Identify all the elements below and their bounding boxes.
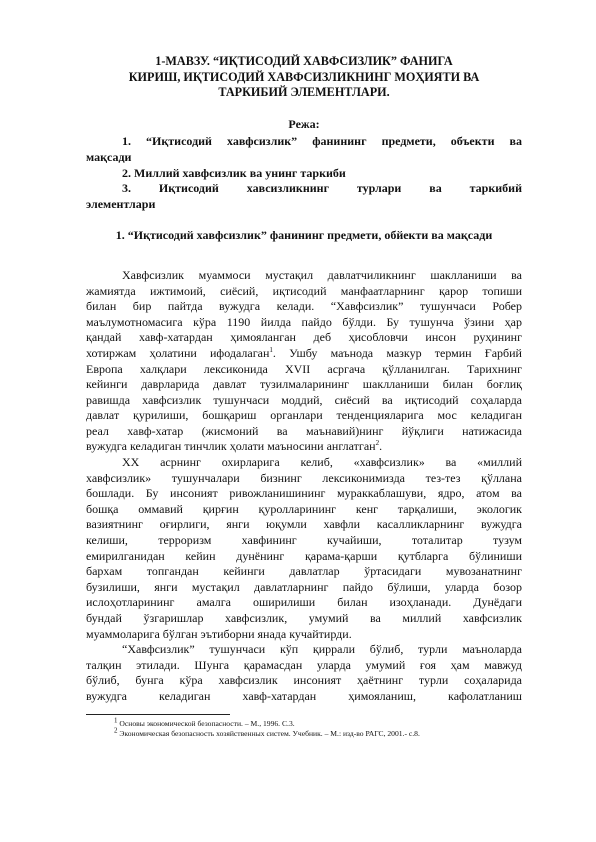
paragraph-line: бўлиб, бунга кўра хавфсизлик инсоният ҳаётнинг турли соҳаларида [86,673,522,688]
lecture-title [86,54,522,101]
plan-item-line: 3. Иқтисодий хавсизликнинг турлари ва таркибий [122,181,522,196]
paragraph-text: хотиржам ҳолатини ифодалаган [86,345,270,360]
paragraph-line: бундай ўзгаришлар хавфсизлик, умумий ва миллий хавфсизлик [86,611,522,625]
footnote-mark: 1 [114,716,118,725]
plan-list [86,134,522,212]
plan-item-2 [86,166,522,182]
paragraph-line: вазиятнинг оғирлиги, янги юқумли хавфли касалликларнинг вужудга [86,517,522,532]
body-paragraph-3 [86,642,522,704]
paragraph-line: бошқа оммавий қирғин қуролларининг кенг тарқалиши, экологик [86,501,522,516]
body-paragraph-2 [86,455,522,642]
paragraph-line: муаммоларига бўлган эътиборни янада кучайтирди. [86,626,352,641]
paragraph-line: келиши, терроризм хавфининг кучайиши, тоталитар тузум [86,533,522,548]
paragraph-line: билан бир пайтда вужудга келади. “Хавфсизлик” тушунчаси Робер [86,299,522,314]
paragraph-line: емирилганидан кейин дунёнинг қарама-қарши қутбларга бўлиниши [86,548,522,563]
paragraph-text: . [379,439,383,454]
footnote-ref-1: 1 [269,345,273,354]
paragraph-line: равишда хавфсизлик тушунчаси моддий, сиёсий ва иқтисодий соҳаларда [86,392,522,407]
title-line: ТАРКИБИЙ ЭЛЕМЕНТЛАРИ. [218,85,390,100]
footnote-text: Основы экономической безопасности. – М., 1996. С.3. [119,718,295,728]
plan-item-line: мақсади [86,149,132,164]
plan-heading: Режа: [288,116,320,131]
paragraph-line-with-footnote [86,439,522,455]
section-heading: 1. “Иқтисодий хавфсизлик” фанининг предмети, обйекти ва мақсади [115,228,493,243]
paragraph-line-with-footnote [86,346,522,362]
plan-item-line: 1. “Иқтисодий хавфсизлик” фанининг предмети, объекти ва [122,134,522,149]
paragraph-line: бошлади. Бу инсоният ривожланишининг мураккаблашуви, ядро, атом ва [86,486,522,501]
footnote-2 [86,726,522,739]
footnote-separator [86,714,230,715]
paragraph-line: XX асрнинг охирларига келиб, «хавфсизлик» ва «миллий [122,455,522,470]
title-line: 1-МАВЗУ. “ИҚТИСОДИЙ ХАВФСИЗЛИК” ФАНИГА [155,54,453,68]
paragraph-line: хавфсизлик» тушунчалари бизнинг лексиконимизда тез-тез қўллана [86,470,522,485]
footnote-1 [86,716,522,729]
title-line: КИРИШ, ИҚТИСОДИЙ ХАВФСИЗЛИКНИНГ МОҲИЯТИ ВА [128,69,480,84]
paragraph-line: ислоҳотларининг амалга оширилиши билан изоҳланади. Дунёдаги [86,595,522,610]
plan-item-3 [86,181,522,212]
paragraph-line: давлат қурилиши, бошқариш органлари тенденцияларига мос келадиган [86,408,522,423]
paragraph-text: . Ушбу маънода мазкур термин Ғарбий [272,345,522,360]
paragraph-line: бархам топгандан кейинги давлатлар ўртасидаги мувозанатнинг [86,564,522,579]
plan-item-line: элементлари [86,196,156,211]
paragraph-line: талқин этилади. Шунга қарамасдан уларда умумий ғоя ҳам мавжуд [86,657,522,672]
paragraph-text: вужудга келадиган тинчлик ҳолати маъносини англатган [86,439,376,454]
body-paragraph-1 [86,268,522,455]
paragraph-line: қандай хавф-хатардан ҳимояланган деб ҳисобловчи инсон руҳининг [86,330,522,345]
footnote-mark: 2 [114,726,118,735]
paragraph-line: бузилиши, янги мустақил давлатларнинг пайдо бўлиши, уларда бозор [86,579,522,594]
paragraph-line: кейинги даврларида давлат тузилмаларининг шаклланиши билан боғлиқ [86,377,522,392]
paragraph-line: “Хавфсизлик” тушунчаси кўп қиррали бўлиб, турли маъноларда [122,642,522,657]
plan-item-1 [86,134,522,165]
paragraph-line: реал хавф-хатар (жисмоний ва маънавий)нинг йўқлиги натижасида [86,423,522,438]
footnote-text: Экономическая безопасность хозяйственных систем. Учебник. – М.: изд-во РАГС, 2001.- с.8. [119,728,420,738]
paragraph-line: жамиятда ижтимоий, сиёсий, иқтисодий манфаатларнинг қарор топиши [86,283,522,298]
paragraph-line: вужудга келадиган хавф-хатардан ҳимояланиш, кафолатланиш [86,688,522,703]
paragraph-line: маълумотномасига кўра 1190 йилда пайдо бўлди. Бу тушунча ўзини ҳар [86,314,522,329]
paragraph-line: Европа халқлари лексиконида XVII асргача қўлланилган. Тарихнинг [86,361,522,376]
paragraph-line: Хавфсизлик муаммоси мустақил давлатчиликнинг шаклланиши ва [122,267,522,282]
plan-item-line: 2. Миллий хавфсизлик ва унинг таркиби [122,165,346,180]
footnote-ref-2: 2 [375,439,380,448]
